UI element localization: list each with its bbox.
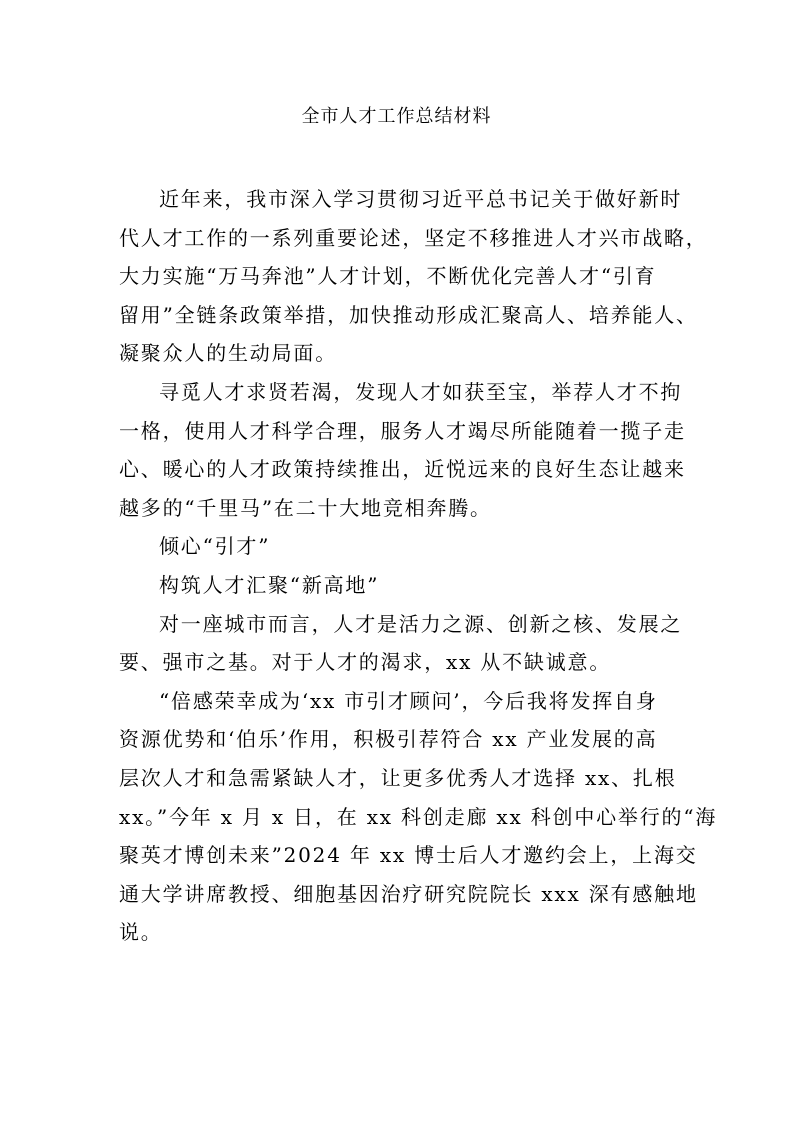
paragraph-line: 凝聚众人的生动局面。	[119, 341, 337, 366]
paragraph-line: 聚英才博创未来”2024 年 xx 博士后人才邀约会上，上海交	[119, 843, 698, 868]
paragraph-line: 层次人才和急需紧缺人才，让更多优秀人才选择 xx、扎根	[119, 765, 677, 790]
section-subheading: 构筑人才汇聚“新高地”	[159, 572, 380, 597]
paragraph-line: xx。”今年 x 月 x 日，在 xx 科创走廊 xx 科创中心举行的“海	[119, 804, 718, 829]
paragraph-line: 越多的“千里马”在二十大地竞相奔腾。	[119, 495, 492, 520]
paragraph-line: 代人才工作的一系列重要论述，坚定不移推进人才兴市战略，	[119, 225, 708, 250]
paragraph-line: “倍感荣幸成为‘xx 市引才顾问’，今后我将发挥自身	[159, 688, 658, 713]
paragraph-line: 寻觅人才求贤若渴，发现人才如获至宝，举荐人才不拘	[159, 379, 683, 404]
paragraph-line: 对一座城市而言，人才是活力之源、创新之核、发展之	[159, 611, 683, 636]
paragraph-line: 要、强市之基。对于人才的渴求，xx 从不缺诚意。	[119, 650, 612, 675]
paragraph-line: 说。	[119, 920, 163, 945]
paragraph-line: 一格，使用人才科学合理，服务人才竭尽所能随着一揽子走	[119, 418, 686, 443]
paragraph-line: 心、暖心的人才政策持续推出，近悦远来的良好生态让越来	[119, 457, 686, 482]
paragraph-line: 通大学讲席教授、细胞基因治疗研究院院长 xxx 深有感触地	[119, 881, 698, 906]
document-title: 全市人才工作总结材料	[301, 106, 492, 127]
document-body	[119, 180, 718, 952]
paragraph-line: 资源优势和‘伯乐’作用，积极引荐符合 xx 产业发展的高	[119, 727, 658, 752]
section-heading: 倾心“引才”	[159, 534, 271, 559]
paragraph-line: 留用”全链条政策举措，加快推动形成汇聚高人、培养能人、	[119, 302, 698, 327]
paragraph-line: 近年来，我市深入学习贯彻习近平总书记关于做好新时	[159, 187, 683, 211]
paragraph-line: 大力实施“万马奔池”人才计划，不断优化完善人才“引育	[119, 264, 657, 289]
